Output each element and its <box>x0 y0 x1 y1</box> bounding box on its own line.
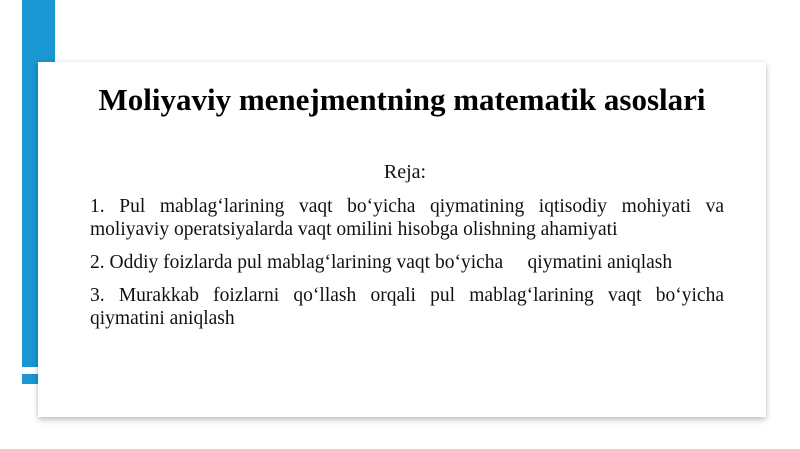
accent-bar-side <box>22 62 38 367</box>
plan-item-2: 2. Oddiy foizlarda pul mablag‘larining vaqt bo‘yicha qiymatini aniqlash <box>90 252 673 273</box>
slide-title: Moliyaviy menejmentning matematik asoslari <box>98 82 706 117</box>
plan-heading-label: Reja: <box>383 161 427 183</box>
plan-list <box>90 195 724 340</box>
accent-bar-small <box>22 374 38 384</box>
plan-item-1: 1. Pul mablag‘larining vaqt bo‘yicha qiymatining iqtisodiy mohiyati va moliyaviy operatsiyalarda vaqt omilini hisobga olishning ahamiyati <box>90 196 724 240</box>
accent-bar-top <box>22 0 55 62</box>
slide-card <box>38 62 766 417</box>
plan-heading <box>38 160 766 184</box>
plan-item-3: 3. Murakkab foizlarni qo‘llash orqali pul mablag‘larining vaqt bo‘yicha qiymatini aniqlash <box>90 285 724 329</box>
